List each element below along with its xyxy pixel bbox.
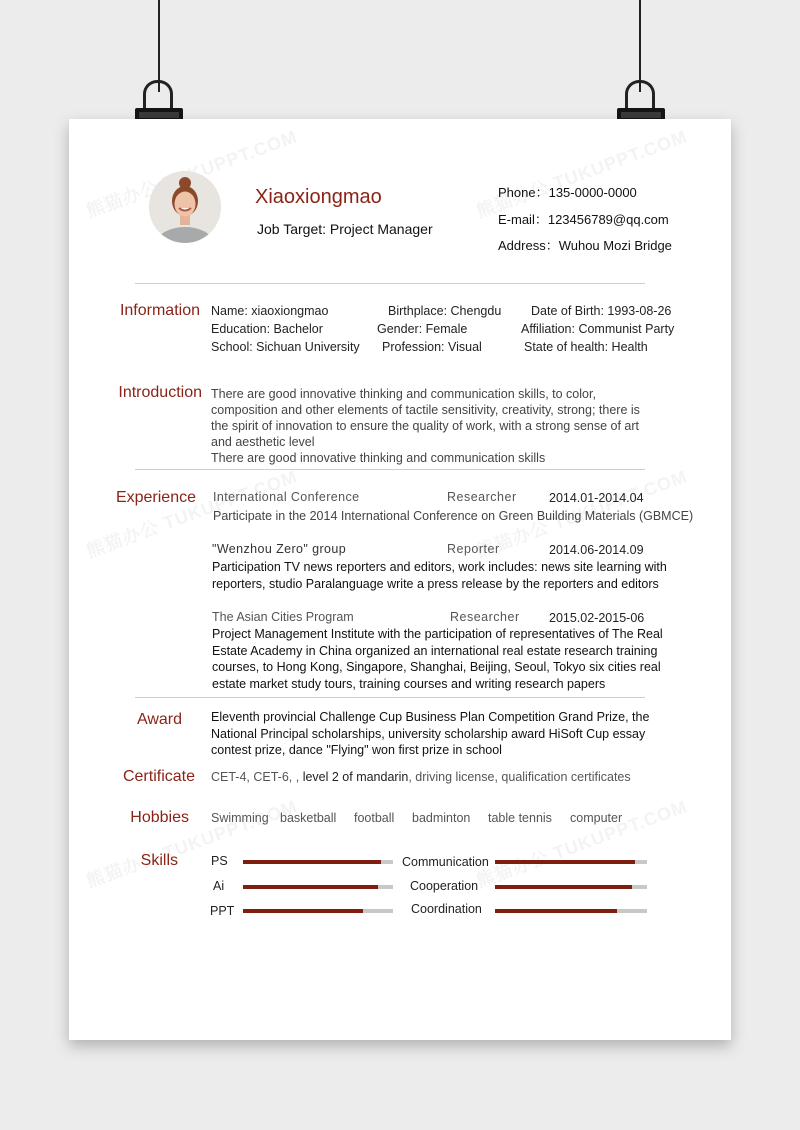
section-title-hobbies: Hobbies (130, 809, 189, 826)
skill-bar-fill (243, 860, 381, 864)
info-cell: Profession: Visual (382, 340, 482, 354)
phone-value: 135-0000-0000 (548, 185, 637, 200)
phone-label: Phone： (498, 185, 549, 200)
certificate-part: , driving license, qualification certificates (408, 770, 631, 784)
address-value: Wuhou Mozi Bridge (558, 238, 672, 253)
hobby-item: Swimming (211, 811, 269, 825)
experience-description (212, 559, 667, 592)
experience-role: Researcher (450, 610, 520, 624)
experience-line: Project Management Institute with the participation of representatives of The Real (212, 627, 663, 641)
section-title-award: Award (136, 711, 182, 728)
email-value: 123456789@qq.com (547, 212, 669, 227)
experience-line: Estate Academy in China organized an international real estate research training (212, 643, 658, 658)
certificate-part: level 2 of mandarin (302, 770, 409, 784)
introduction-line: There are good innovative thinking and communication skills, to color, (211, 387, 596, 401)
skill-bar-fill (243, 909, 363, 913)
email-label: E-mail： (498, 212, 548, 227)
experience-role: Researcher (447, 490, 517, 504)
experience-role: Reporter (447, 542, 500, 556)
info-cell: Education: Bachelor (211, 322, 323, 336)
section-title-introduction: Introduction (118, 384, 202, 401)
address-label: Address： (498, 238, 559, 253)
info-cell: Gender: Female (377, 322, 468, 336)
experience-org: "Wenzhou Zero" group (212, 542, 347, 556)
info-cell: Date of Birth: 1993-08-26 (531, 304, 672, 318)
skill-bar-fill (495, 860, 635, 864)
skill-name: Cooperation (410, 879, 479, 893)
info-cell: Birthplace: Chengdu (388, 304, 502, 318)
hobby-item: badminton (412, 811, 471, 825)
info-cell: State of health: Health (524, 340, 648, 354)
experience-description (212, 626, 663, 692)
experience-org: The Asian Cities Program (212, 610, 354, 624)
award-line: National Principal scholarships, university scholarship award HiSoft Cup essay (211, 726, 646, 741)
address-row (498, 235, 672, 254)
skill-bar (243, 860, 393, 864)
hanging-string-right (639, 0, 641, 92)
divider (135, 283, 645, 284)
experience-line: Participation TV news reporters and editors, work includes: news site learning with (212, 560, 667, 574)
hobby-item: table tennis (488, 811, 552, 825)
award-line: Eleventh provincial Challenge Cup Business Plan Competition Grand Prize, the (211, 710, 650, 724)
skill-name: Communication (402, 855, 489, 869)
email-row (498, 209, 669, 228)
hobby-item: computer (570, 811, 623, 825)
skill-bar-fill (243, 885, 378, 889)
experience-dates: 2015.02-2015-06 (549, 611, 645, 625)
introduction-line: composition and other elements of tactile sensitivity, creativity, strong; there is (211, 403, 640, 417)
introduction-line: and aesthetic level (211, 435, 315, 449)
experience-dates: 2014.01-2014.04 (549, 491, 644, 505)
experience-line: estate market study tours, training courses and writing research papers (212, 676, 606, 691)
experience-line: Participate in the 2014 International Conference on Green Building Materials (GBMCE) (213, 509, 694, 523)
hanging-string-left (158, 0, 160, 92)
skill-bar (495, 885, 647, 889)
divider (135, 469, 645, 470)
experience-description (213, 508, 693, 525)
skill-bar (495, 909, 647, 913)
experience-line: reporters, studio Paralanguage write a press release by the reporters and editors (212, 576, 659, 591)
divider (135, 697, 645, 698)
candidate-name: Xiaoxiongmao (255, 186, 382, 208)
phone-row (498, 182, 637, 201)
skill-bar-fill (495, 909, 617, 913)
certificate-text (211, 770, 631, 784)
profile-photo (149, 171, 221, 243)
section-title-certificate: Certificate (122, 768, 195, 785)
section-title-skills: Skills (140, 852, 178, 869)
introduction-text (211, 386, 640, 466)
skill-bar-fill (495, 885, 632, 889)
experience-dates: 2014.06-2014.09 (549, 543, 644, 557)
introduction-line: the spirit of innovation to ensure the quality of work, with a strong sense of art (211, 419, 640, 433)
skill-bar (495, 860, 647, 864)
info-cell: Name: xiaoxiongmao (211, 304, 329, 318)
section-title-experience: Experience (115, 489, 196, 506)
skill-name: PS (211, 854, 228, 868)
info-cell: Affiliation: Communist Party (521, 322, 675, 336)
introduction-line: There are good innovative thinking and communication skills (211, 451, 546, 465)
award-line: contest prize, dance "Flying" won first prize in school (211, 743, 502, 757)
experience-org: International Conference (213, 490, 360, 504)
info-cell: School: Sichuan University (211, 340, 360, 354)
job-target: Job Target: Project Manager (257, 221, 433, 237)
experience-line: courses, to Hong Kong, Singapore, Shanghai, Beijing, Seoul, Tokyo six cities real (212, 660, 661, 674)
award-text (211, 709, 649, 759)
hobby-item: football (354, 811, 395, 825)
skill-name: Ai (213, 879, 225, 893)
skill-name: PPT (210, 904, 235, 918)
hobby-item: basketball (280, 811, 337, 825)
section-title-information: Information (119, 302, 200, 319)
certificate-part: CET-4, CET-6, , (211, 770, 303, 784)
skill-name: Coordination (411, 902, 482, 916)
skill-bar (243, 909, 393, 913)
skill-bar (243, 885, 393, 889)
